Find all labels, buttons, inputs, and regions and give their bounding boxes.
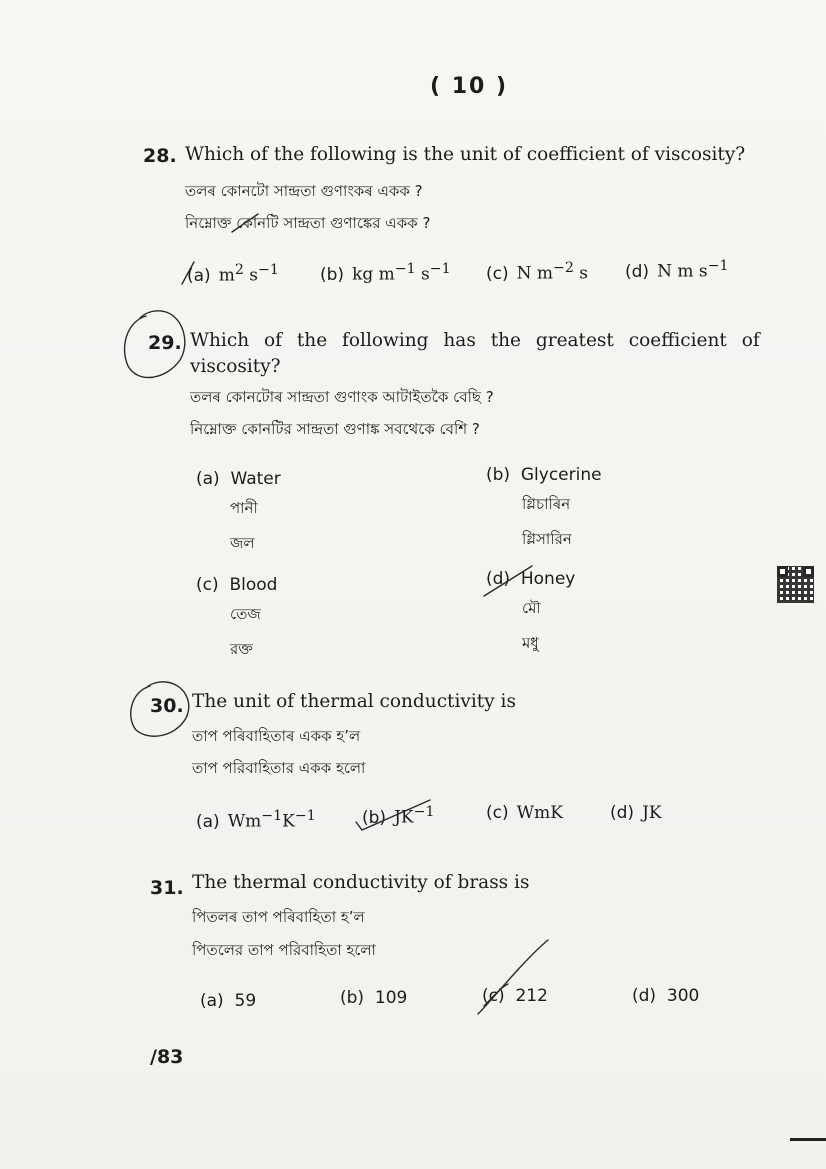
q31-option-b[interactable]: (b) 109	[340, 988, 408, 1008]
question-30-assamese: তাপ পৰিবাহিতাৰ একক হ’ল	[192, 727, 361, 745]
pen-circle-q30	[131, 682, 189, 736]
pen-tick-mark	[478, 940, 548, 1014]
question-28-bengali: নিম্নোক্ত কোনটি সান্দ্রতা গুণাঙ্কের একক ?	[185, 214, 431, 232]
q31-option-c[interactable]: (c) 212	[482, 986, 548, 1006]
question-30-number: 30.	[150, 695, 184, 717]
q29-option-c[interactable]: (c) Blood তেজ রক্ত	[196, 575, 278, 658]
q30-option-a[interactable]: (a) $Wm^{-1}K^{-1}$	[196, 808, 316, 832]
question-28-number: 28.	[143, 145, 177, 167]
page-code: /83	[150, 1046, 184, 1068]
question-29-assamese: তলৰ কোনটোৰ সান্দ্ৰতা গুণাংক আটাইতকৈ বেছি ?	[190, 388, 494, 406]
question-28-english: Which of the following is the unit of coefficient of viscosity?	[185, 144, 746, 165]
q31-option-d[interactable]: (d) 300	[632, 986, 700, 1006]
question-30-bengali: তাপ পরিবাহিতার একক হলো	[192, 759, 366, 777]
pen-slash-mark	[232, 214, 258, 232]
question-29-english-line2: viscosity?	[190, 356, 281, 377]
option-label: (a)	[187, 265, 211, 286]
q28-option-c[interactable]: (c) N $m^{-2}$ s	[486, 260, 589, 284]
q29-option-a[interactable]: (a) Water পানী জল	[196, 469, 281, 552]
q28-option-b[interactable]: (b) kg $m^{-1}$ $s^{-1}$	[320, 261, 451, 285]
question-30-english: The unit of thermal conductivity is	[192, 691, 516, 712]
question-31-bengali: পিতলের তাপ পরিবাহিতা হলো	[192, 941, 376, 959]
question-31-number: 31.	[150, 877, 184, 899]
q29-option-b[interactable]: (b) Glycerine গ্লিচাৰিন গ্লিসারিন	[486, 465, 602, 548]
pen-tick-mark	[484, 566, 532, 596]
question-31-assamese: পিতলৰ তাপ পৰিবাহিতা হ’ল	[192, 908, 365, 926]
q31-option-a[interactable]: (a) 59	[200, 991, 257, 1011]
q29-option-d[interactable]: (d) Honey মৌ মধু	[486, 569, 576, 652]
q30-option-c[interactable]: (c) WmK	[486, 803, 563, 823]
pen-tick-mark	[182, 262, 194, 284]
question-28-assamese: তলৰ কোনটো সান্দ্ৰতা গুণাংকৰ একক ?	[185, 182, 423, 200]
q28-option-d[interactable]: (d) N m $s^{-1}$	[625, 258, 729, 282]
question-29-number: 29.	[148, 332, 182, 354]
q28-option-a[interactable]: (a) $m^2$ $s^{-1}$	[187, 262, 279, 286]
page-number: ( 10 )	[430, 74, 509, 99]
q30-option-d[interactable]: (d) JK	[610, 803, 662, 823]
option-text: Water	[230, 469, 281, 489]
question-29-bengali: নিম্নোক্ত কোনটির সান্দ্রতা গুণাঙ্ক সবথেকে বেশি ?	[190, 420, 480, 438]
question-29-english-line1: Which of the following has the greatest coefficient of	[190, 330, 760, 351]
pen-tick-mark	[356, 800, 430, 830]
question-31-english: The thermal conductivity of brass is	[192, 872, 530, 893]
q30-option-b[interactable]: (b) $JK^{-1}$	[362, 804, 435, 828]
pen-circle-q29	[125, 311, 185, 378]
